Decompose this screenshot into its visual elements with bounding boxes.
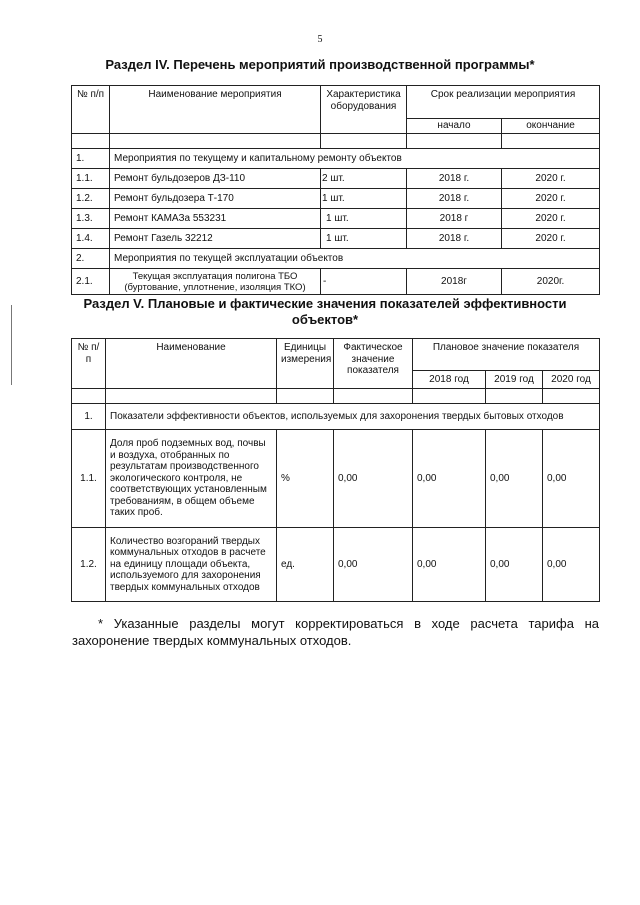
row-start: 2018 г.: [407, 169, 502, 189]
group-title: Мероприятия по текущей эксплуатации объектов: [110, 249, 600, 269]
row-num: 2.: [72, 249, 110, 269]
row-num: 1.3.: [72, 209, 110, 229]
indicators-table: [71, 338, 600, 602]
col-header-start: начало: [407, 119, 502, 134]
col-header-actual: Фактическое значение показателя: [334, 339, 413, 389]
row-end: 2020 г.: [502, 169, 600, 189]
blank-row: [72, 134, 600, 149]
row-2020: 0,00: [543, 430, 600, 528]
table-row: [72, 404, 600, 430]
row-equipment: 1 шт.: [321, 209, 407, 229]
col-header-2018: 2018 год: [413, 371, 486, 389]
row-num: 1.2.: [72, 189, 110, 209]
row-equipment: 1 шт.: [321, 229, 407, 249]
group-title: Мероприятия по текущему и капитальному ремонту объектов: [110, 149, 600, 169]
table-row: [72, 169, 600, 189]
table-row: [72, 269, 600, 295]
row-end: 2020г.: [502, 269, 600, 295]
col-header-unit: Единицы измерения: [277, 339, 334, 389]
col-header-2019: 2019 год: [486, 371, 543, 389]
table-row: [72, 229, 600, 249]
row-num: 1.1.: [72, 430, 106, 528]
row-end: 2020 г.: [502, 229, 600, 249]
col-header-num: № п/п: [72, 86, 110, 134]
row-equipment: 2 шт.: [321, 169, 407, 189]
row-num: 1.: [72, 149, 110, 169]
row-actual: 0,00: [334, 430, 413, 528]
activities-table: [71, 85, 600, 295]
row-num: 1.1.: [72, 169, 110, 189]
table-row: [72, 249, 600, 269]
row-num: 1.4.: [72, 229, 110, 249]
table-header-row: [72, 86, 600, 119]
row-unit: ед.: [277, 528, 334, 602]
section5-title: Раздел V. Плановые и фактические значения показателей эффективности объектов*: [83, 296, 567, 327]
table-row: [72, 189, 600, 209]
row-name: Ремонт КАМАЗа 553231: [110, 209, 321, 229]
section4-title: Раздел IV. Перечень мероприятий производственной программы*: [105, 57, 535, 72]
footnote-line2: захоронение твердых коммунальных отходов.: [72, 633, 352, 648]
row-2018: 0,00: [413, 430, 486, 528]
row-end: 2020 г.: [502, 209, 600, 229]
row-name: Доля проб подземных вод, почвы и воздуха, отобранных по результатам производственного экологического контроля, не соответствующих установленным требованиям, в общем объеме таких проб.: [106, 430, 277, 528]
row-2020: 0,00: [543, 528, 600, 602]
table-row: [72, 209, 600, 229]
row-num: 2.1.: [72, 269, 110, 295]
col-header-name: Наименование мероприятия: [110, 86, 321, 134]
margin-mark: [11, 305, 12, 385]
table-row: [72, 528, 600, 602]
footnote-line1: * Указанные разделы могут корректироваться в ходе расчета тарифа на: [98, 616, 599, 631]
col-header-period: Срок реализации мероприятия: [407, 86, 600, 119]
row-2019: 0,00: [486, 528, 543, 602]
row-num: 1.: [72, 404, 106, 430]
row-actual: 0,00: [334, 528, 413, 602]
col-header-name: Наименование: [106, 339, 277, 389]
group-title: Показатели эффективности объектов, используемых для захоронения твердых бытовых отходов: [106, 404, 600, 430]
row-name: Ремонт бульдозеров ДЗ-110: [110, 169, 321, 189]
row-end: 2020 г.: [502, 189, 600, 209]
col-header-planned: Плановое значение показателя: [413, 339, 600, 371]
row-name: Количество возгораний твердых коммунальных отходов в расчете на единицу площади объекта, используемого для захоронения твердых коммунальных отходов: [106, 528, 277, 602]
row-2019: 0,00: [486, 430, 543, 528]
row-equipment: 1 шт.: [321, 189, 407, 209]
row-start: 2018 г: [407, 209, 502, 229]
col-header-2020: 2020 год: [543, 371, 600, 389]
col-header-equipment: Характеристика оборудования: [321, 86, 407, 134]
row-name: Текущая эксплуатация полигона ТБО (буртование, уплотнение, изоляция ТКО): [110, 269, 321, 295]
table-row: [72, 430, 600, 528]
footnote: [72, 615, 599, 649]
row-name: Ремонт Газель 32212: [110, 229, 321, 249]
row-equipment: -: [321, 269, 407, 295]
blank-row: [72, 389, 600, 404]
row-num: 1.2.: [72, 528, 106, 602]
row-start: 2018 г.: [407, 189, 502, 209]
table-header-row: [72, 339, 600, 371]
row-start: 2018г: [407, 269, 502, 295]
page-number: 5: [317, 34, 323, 45]
row-unit: %: [277, 430, 334, 528]
row-2018: 0,00: [413, 528, 486, 602]
table-row: [72, 149, 600, 169]
row-start: 2018 г.: [407, 229, 502, 249]
col-header-num: № п/п: [72, 339, 106, 389]
row-name: Ремонт бульдозера Т-170: [110, 189, 321, 209]
col-header-end: окончание: [502, 119, 600, 134]
